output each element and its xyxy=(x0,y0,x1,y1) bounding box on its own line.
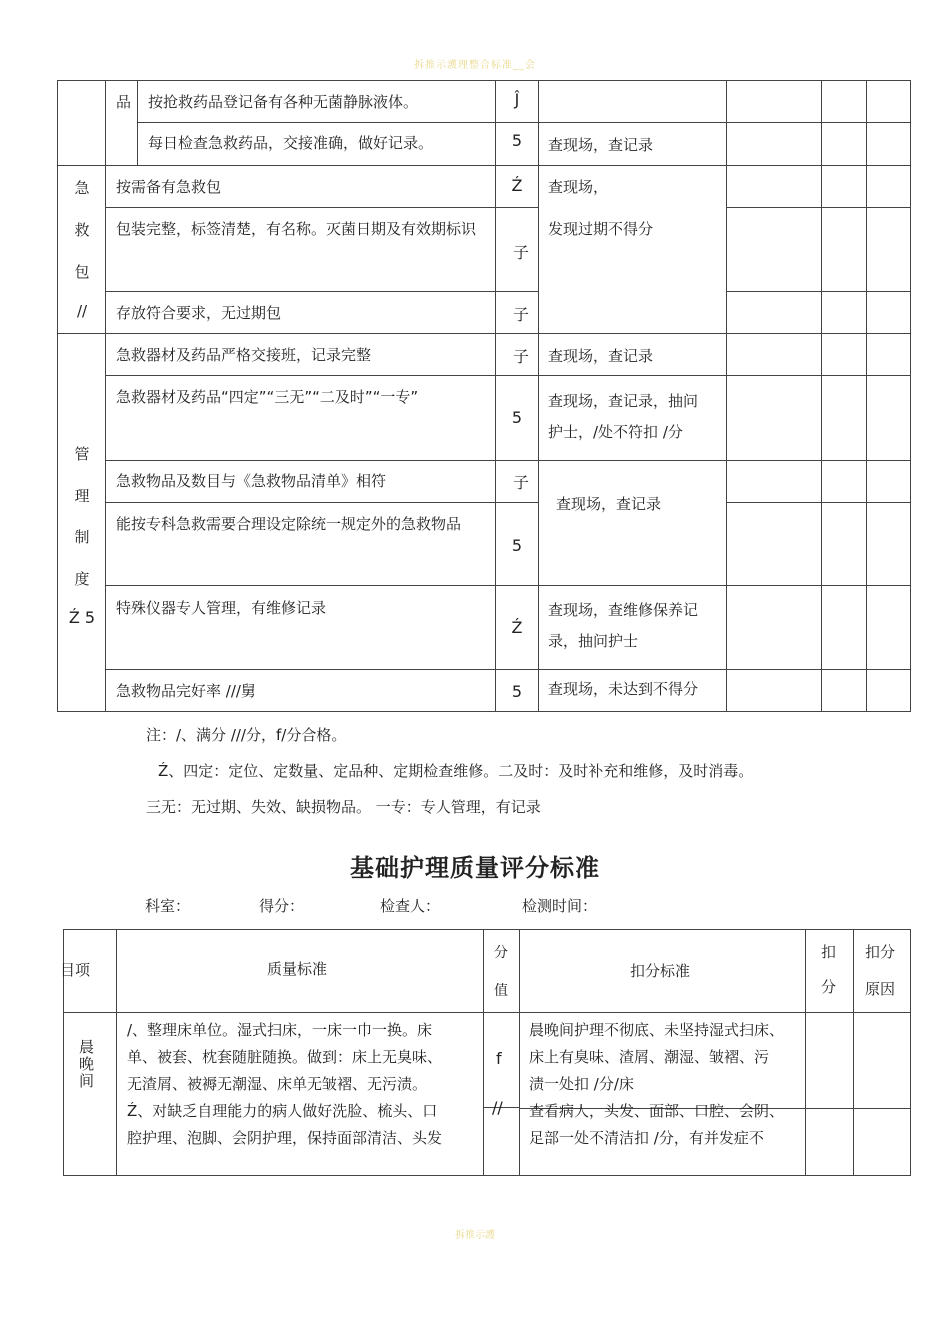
row-item-char: 间 xyxy=(79,1072,95,1090)
deduct-line: 渍一处扣 /分/床 xyxy=(529,1075,634,1093)
score-value: 5 xyxy=(511,682,523,701)
standard-text: 包装完整，标签清楚，有名称。灭菌日期及有效期标识 xyxy=(116,220,477,238)
header-reason: 扣分 xyxy=(865,943,896,961)
standard-line: Ź、对缺乏自理能力的病人做好洗脸、梳头、口 xyxy=(127,1102,438,1120)
method-text: 查现场，查记录 xyxy=(548,136,654,154)
score-value: 子 xyxy=(512,243,529,262)
header-deduct: 扣分标准 xyxy=(630,962,691,980)
category-char: 急 xyxy=(74,179,90,197)
header-points: 分 xyxy=(821,978,837,996)
category-char: 救 xyxy=(74,221,90,239)
header-points: 扣 xyxy=(821,943,837,961)
dept-field-label: 科室： xyxy=(145,897,191,915)
score-value: 子 xyxy=(512,305,529,324)
method-text: 查现场，查记录 xyxy=(548,347,654,365)
row-item-char: 晨 xyxy=(79,1038,95,1056)
header-score: 值 xyxy=(494,983,508,999)
score-value: 子 xyxy=(512,473,529,492)
standard-text: 存放符合要求，无过期包 xyxy=(116,304,282,322)
category-char: 包 xyxy=(74,263,90,281)
sub-label-pin: 品 xyxy=(116,93,132,111)
score-value: 子 xyxy=(512,347,529,366)
method-text: 护士，/处不符扣 /分 xyxy=(548,423,683,441)
category-score: Ź 5 xyxy=(68,608,96,627)
inspector-field-label: 检查人： xyxy=(380,897,441,915)
deduct-line: 晨晚间护理不彻底、未坚持湿式扫床、 xyxy=(529,1021,785,1039)
method-text: 查现场，查记录，抽问 xyxy=(548,392,699,410)
standard-line: 单、被套、枕套随脏随换。做到：床上无臭味、 xyxy=(127,1048,443,1066)
deduct-line: 足部一处不清洁扣 /分，有并发症不 xyxy=(529,1129,764,1147)
category-char: 理 xyxy=(74,487,90,505)
deduct-line: 查看病人，头发、面部、口腔、会阴、 xyxy=(529,1102,785,1120)
standard-text: 能按专科急救需要合理设定除统一规定外的急救物品 xyxy=(116,515,462,533)
standard-text: 每日检查急救药品，交接准确，做好记录。 xyxy=(148,134,434,152)
standard-text: 按需备有急救包 xyxy=(116,178,222,196)
time-field-label: 检测时间： xyxy=(522,897,598,915)
score-value: Ĵ xyxy=(514,90,520,109)
standard-text: 急救物品完好率 ///舅 xyxy=(116,682,256,700)
standard-text: 急救器材及药品“四定”“三无”“二及时”“一专” xyxy=(116,388,419,406)
score-value: 5 xyxy=(511,536,523,555)
standard-line: /、整理床单位。湿式扫床，一床一巾一换。床 xyxy=(127,1021,433,1039)
standard-line: 腔护理、泡脚、会阴护理，保持面部清洁、头发 xyxy=(127,1129,443,1147)
method-text: 发现过期不得分 xyxy=(548,220,654,238)
score-value: 5 xyxy=(511,408,523,427)
section-title: 基础护理质量评分标准 xyxy=(350,854,600,882)
standard-text: 特殊仪器专人管理，有维修记录 xyxy=(116,599,327,617)
method-text: 查现场，查记录 xyxy=(556,495,662,513)
header-standard: 质量标准 xyxy=(267,960,328,978)
method-text: 查现场，未达到不得分 xyxy=(548,680,699,698)
header-reason: 原因 xyxy=(865,980,896,998)
score-value: Ź xyxy=(511,618,523,637)
method-text: 查现场，查维修保养记 xyxy=(548,601,699,619)
category-char: 管 xyxy=(74,445,90,463)
standard-text: 急救物品及数目与《急救物品清单》相符 xyxy=(116,472,387,490)
note-line: 三无：无过期、失效、缺损物品。 一专：专人管理，有记录 xyxy=(146,798,541,816)
row-score: f xyxy=(496,1049,502,1068)
category-char: // xyxy=(76,302,88,320)
row-item-char: 晚 xyxy=(79,1055,95,1073)
row-score: // xyxy=(492,1098,503,1117)
score-value: Ź xyxy=(511,176,523,195)
standard-line: 无渣屑、被褥无潮湿、床单无皱褶、无污渍。 xyxy=(127,1075,428,1093)
footer-watermark: 拆推示護 xyxy=(455,1230,495,1241)
score-value: 5 xyxy=(511,131,523,150)
note-line: Ź、四定：定位、定数量、定品种、定期检查维修。二及时：及时补充和维修，及时消毒。 xyxy=(158,762,754,780)
header-watermark: 拆推示護理整合标准__会 xyxy=(414,60,536,71)
category-char: 制 xyxy=(74,528,90,546)
standard-text: 急救器材及药品严格交接班，记录完整 xyxy=(116,346,372,364)
method-text: 查现场， xyxy=(548,178,609,196)
header-item: 目项 xyxy=(60,961,91,979)
category-char: 度 xyxy=(74,570,90,588)
note-line: 注：/、满分 ///分，f/分合格。 xyxy=(146,726,347,744)
standard-text: 按抢救药品登记备有各种无菌静脉液体。 xyxy=(148,93,419,111)
deduct-line: 床上有臭味、渣屑、潮湿、皱褶、污 xyxy=(529,1048,770,1066)
header-score: 分 xyxy=(494,945,508,961)
method-text: 录，抽问护士 xyxy=(548,632,639,650)
score-field-label: 得分： xyxy=(259,897,305,915)
